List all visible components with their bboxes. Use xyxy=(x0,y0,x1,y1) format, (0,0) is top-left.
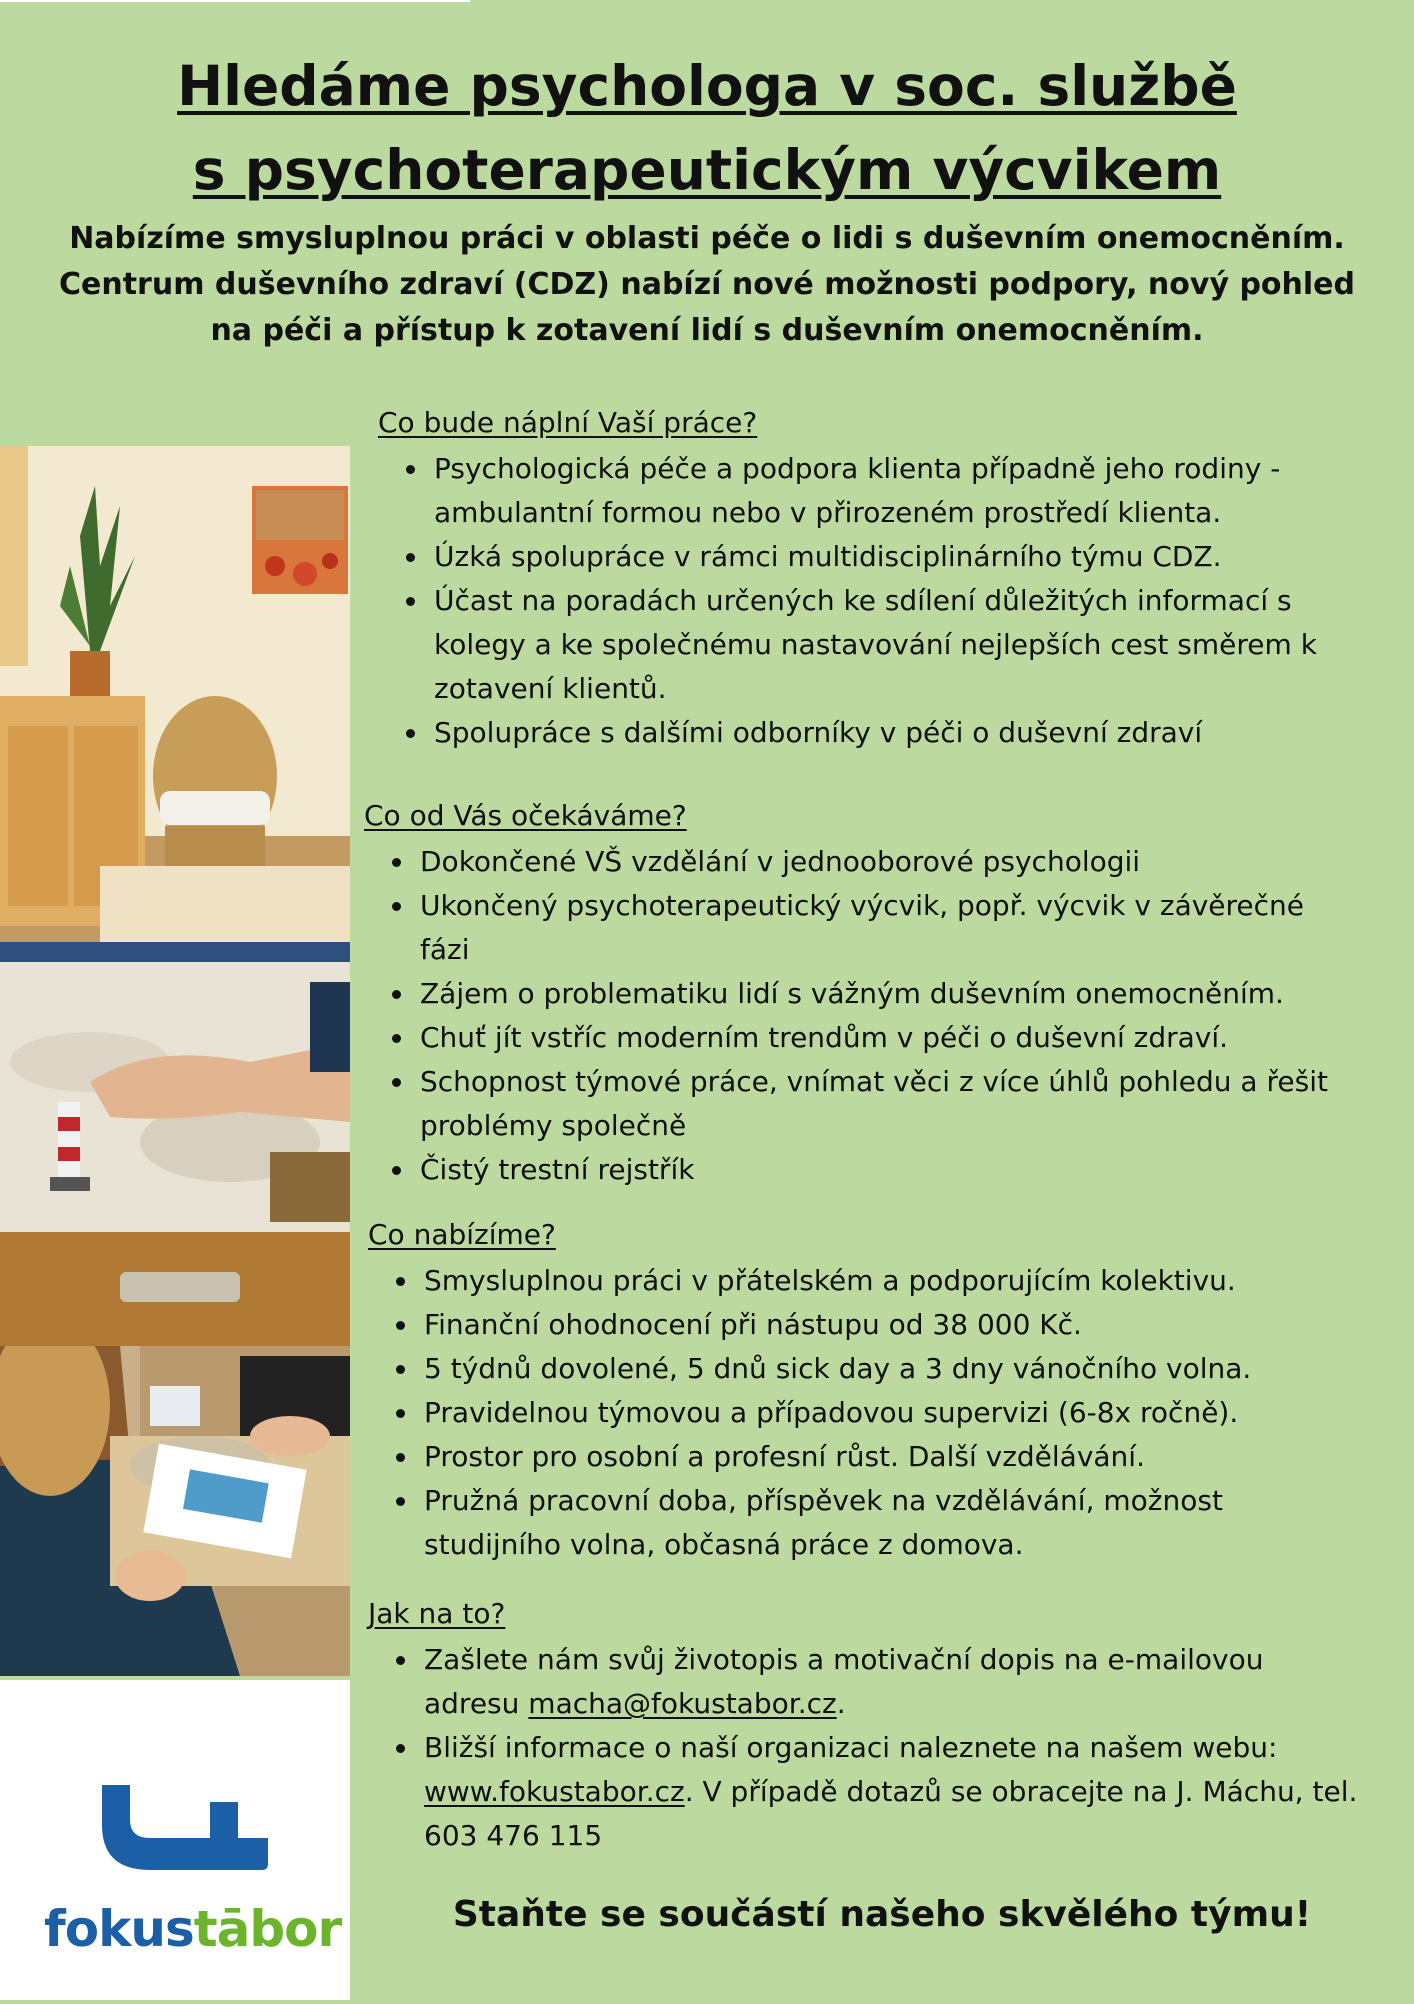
section-expectations xyxy=(364,796,1414,1192)
logo-mark-icon xyxy=(102,1785,268,1870)
offer-list xyxy=(368,1259,1414,1567)
photo-sandplay xyxy=(0,942,350,1346)
list-item: • Účast na poradách určených ke sdílení důležitých informací s kolegy a ke společnému nastavování nejlepších cest směrem k zotavení klientů. xyxy=(430,579,1384,711)
list-item: • Pružná pracovní doba, příspěvek na vzdělávání, možnost studijního volna, občasná práce z domova. xyxy=(420,1479,1304,1567)
list-item: • Smysluplnou práci v přátelském a podporujícím kolektivu. xyxy=(420,1259,1414,1303)
section-duties-heading: Co bude náplní Vaší práce? xyxy=(378,406,758,439)
logo-wordmark xyxy=(44,1900,341,1958)
list-item: • Spolupráce s dalšími odborníky v péči o duševní zdraví xyxy=(430,711,1414,755)
logo-area xyxy=(0,1680,350,2000)
list-item: • Ukončený psychoterapeutický výcvik, popř. výcvik v závěrečné fázi xyxy=(416,884,1340,972)
title-line-2: s psychoterapeutickým výcvikem xyxy=(192,138,1222,202)
section-offer xyxy=(368,1215,1414,1567)
logo-word-fokus: fokus xyxy=(44,1900,194,1958)
list-item: • Pravidelnou týmovou a případovou supervizi (6-8x ročně). xyxy=(420,1391,1414,1435)
closing-slogan: Staňte se součástí našeho skvělého týmu! xyxy=(452,1894,1312,1935)
email-link[interactable]: macha@fokustabor.cz xyxy=(528,1687,837,1720)
photo-column xyxy=(0,446,350,2000)
list-item xyxy=(420,1726,1404,1858)
apply-text-1-end: . xyxy=(836,1687,846,1720)
poster-title xyxy=(0,44,1414,212)
list-item: • Úzká spolupráce v rámci multidisciplinárního týmu CDZ. xyxy=(430,535,1414,579)
list-item: • Schopnost týmové práce, vnímat věci z více úhlů pohledu a řešit problémy společně xyxy=(416,1060,1380,1148)
apply-text-2: Bližší informace o naší organizaci naleznete na našem webu: xyxy=(424,1731,1278,1764)
apply-text-1: Zašlete nám svůj životopis a motivační dopis na e-mailovou adresu xyxy=(424,1643,1264,1720)
list-item xyxy=(420,1638,1324,1726)
intro-text: Nabízíme smysluplnou práci v oblasti péče o lidi s duševním onemocněním. Centrum duševního zdraví (CDZ) nabízí nové možnosti podpory, nový pohled na péči a přístup k zotavení lidí s duševním onemocněním. xyxy=(58,221,1356,348)
section-expectations-heading: Co od Vás očekáváme? xyxy=(364,799,687,832)
section-apply xyxy=(368,1594,1414,1858)
list-item: • Zájem o problematiku lidí s vážným duševním onemocněním. xyxy=(416,972,1414,1016)
top-white-strip xyxy=(0,0,470,2)
list-item: • Čistý trestní rejstřík xyxy=(416,1148,1414,1192)
website-link[interactable]: www.fokustabor.cz xyxy=(424,1775,685,1808)
logo-word-tabor: tābor xyxy=(193,1900,342,1958)
list-item: • Chuť jít vstříc moderním trendům v péči o duševní zdraví. xyxy=(416,1016,1414,1060)
apply-list xyxy=(368,1638,1414,1858)
list-item: • Psychologická péče a podpora klienta případně jeho rodiny - ambulantní formou nebo v přirozeném prostředí klienta. xyxy=(430,447,1414,535)
title-line-1: Hledáme psychologa v soc. službě xyxy=(177,54,1237,118)
duties-list xyxy=(378,447,1414,755)
photo-consultation xyxy=(0,1346,350,1676)
section-offer-heading: Co nabízíme? xyxy=(368,1218,556,1251)
list-item: • Finanční ohodnocení při nástupu od 38 000 Kč. xyxy=(420,1303,1414,1347)
list-item: • Dokončené VŠ vzdělání v jednooborové psychologii xyxy=(416,840,1414,884)
section-duties xyxy=(378,403,1414,755)
photo-room-chair xyxy=(0,446,350,942)
list-item: • 5 týdnů dovolené, 5 dnů sick day a 3 dny vánočního volna. xyxy=(420,1347,1414,1391)
list-item: • Prostor pro osobní a profesní růst. Další vzdělávání. xyxy=(420,1435,1414,1479)
section-apply-heading: Jak na to? xyxy=(368,1597,506,1630)
apply-text-2-end: . V případě dotazů se obracejte na J. Máchu, tel. 603 476 115 xyxy=(424,1775,1358,1852)
expectations-list xyxy=(364,840,1414,1192)
